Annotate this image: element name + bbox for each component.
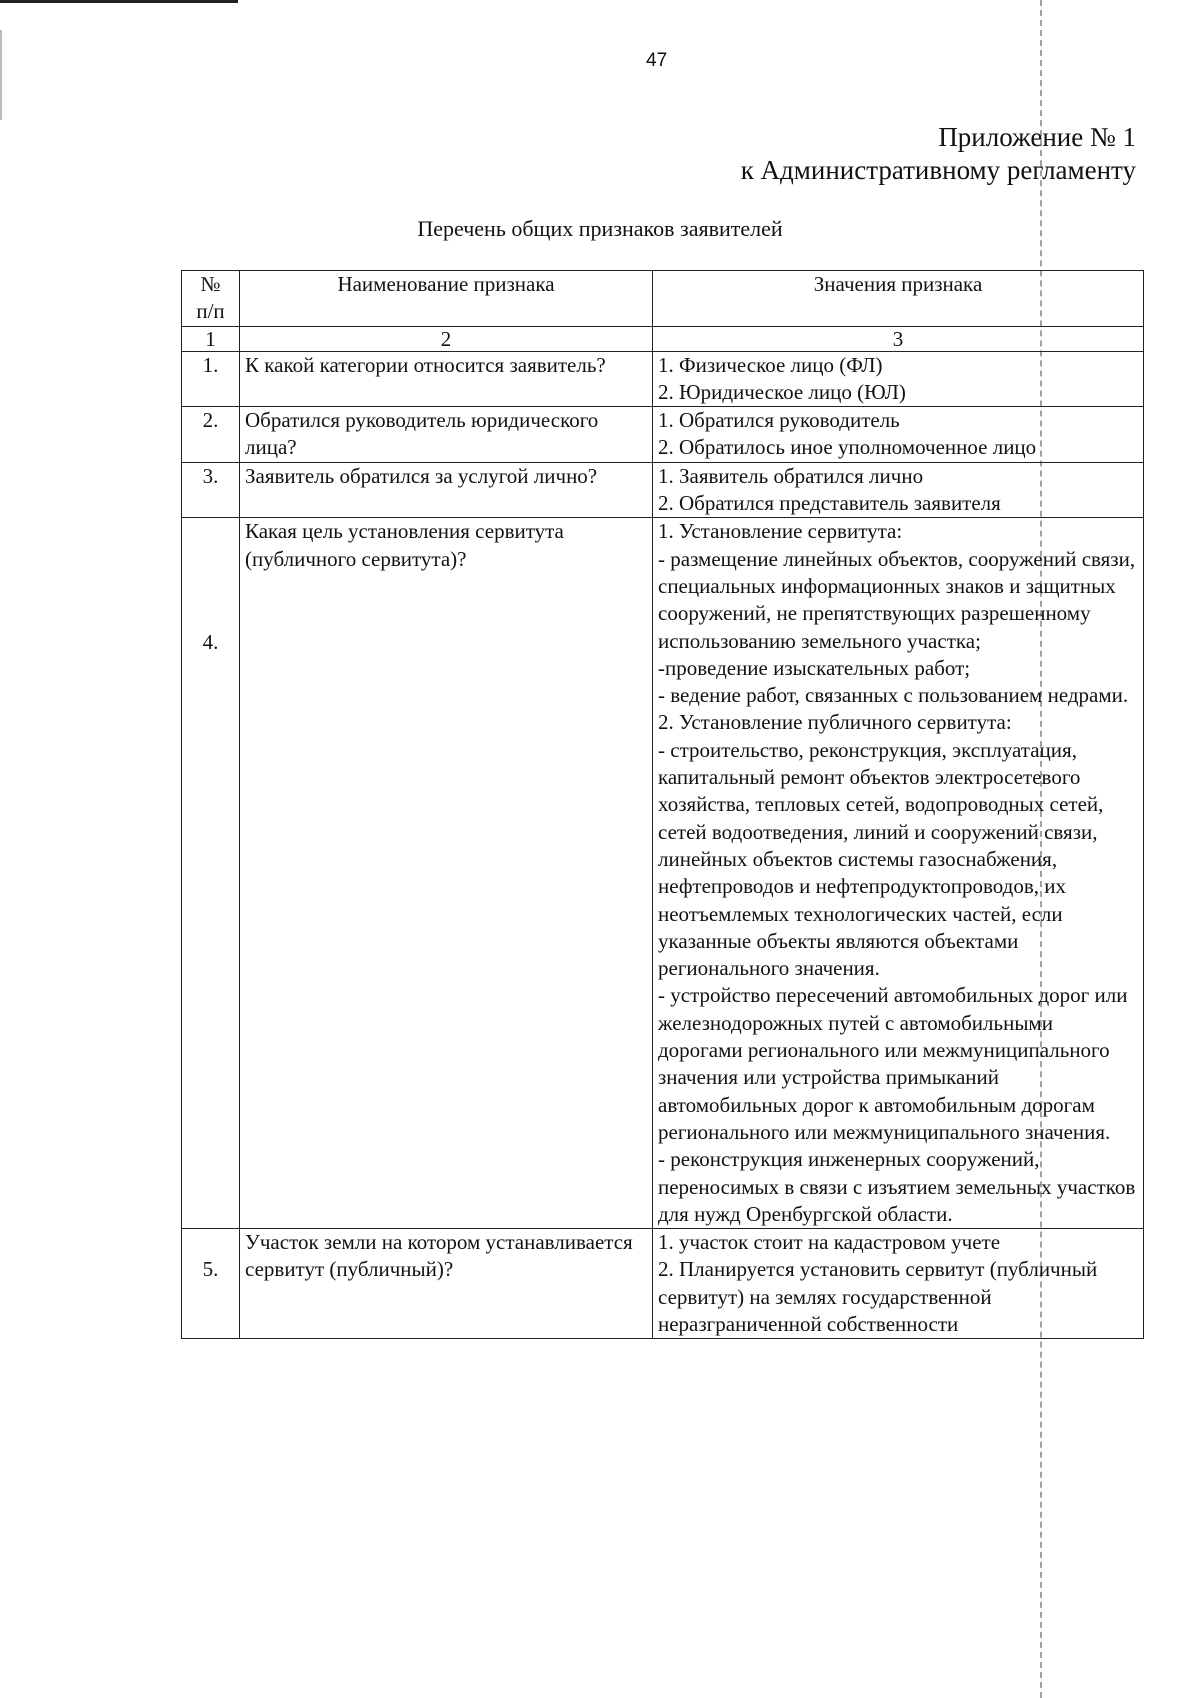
row-values [653, 351, 1144, 407]
header-num-line1: № [200, 272, 221, 296]
page-number: 47 [646, 50, 668, 71]
value-item: 2. Обратилось иное уполномоченное лицо [658, 435, 1037, 460]
value-item: 2. Обратился представитель заявителя [658, 491, 1001, 516]
value-item: 2. Юридическое лицо (ЮЛ) [658, 379, 906, 404]
table-row [182, 518, 1144, 1229]
scan-edge-mark [0, 30, 2, 120]
row-number: 3. [182, 462, 240, 518]
header-row [182, 271, 1144, 327]
column-number-row [182, 326, 1144, 351]
row-values [653, 462, 1144, 518]
criteria-table [181, 270, 1144, 1339]
row-number: 2. [182, 407, 240, 463]
row-values [653, 1229, 1144, 1339]
table-row [182, 1229, 1144, 1339]
value-item: - размещение линейных объектов, сооружений связи, специальных информационных знаков и защитных сооружений, не препятствующих разрешенному использованию земельного участка; [658, 546, 1136, 653]
value-item: - устройство пересечений автомобильных дорог или железнодорожных путей с автомобильными дорогами регионального или межмуниципального значения или устройства примыканий автомобильных дорог к автомобильным дорогам регионального или межмуниципального значения. [658, 983, 1128, 1144]
value-item: - реконструкция инженерных сооружений, переносимых в связи с изъятием земельных участков для нужд Оренбургской области. [658, 1147, 1136, 1226]
value-item: 2. Установление публичного сервитута: [658, 710, 1012, 735]
row-question: К какой категории относится заявитель? [240, 351, 653, 407]
column-number: 1 [182, 326, 240, 351]
row-number: 4. [182, 518, 240, 1229]
row-number: 5. [182, 1229, 240, 1339]
value-item: - строительство, реконструкция, эксплуатация, капитальный ремонт объектов электросетевого хозяйства, тепловых сетей, водопроводных сетей, сетей водоотведения, линий и сооружений связи, линейных объектов системы газоснабжения, нефтепроводов и нефтепродуктопроводов, их неотъемлемых технологических частей, если указанные объекты являются объектами регионального значения. [658, 737, 1104, 981]
row-values [653, 518, 1144, 1229]
table-row [182, 407, 1144, 463]
header-values: Значения признака [653, 271, 1144, 327]
value-item: 1. Заявитель обратился лично [658, 463, 924, 488]
row-values [653, 407, 1144, 463]
value-item: 1. Физическое лицо (ФЛ) [658, 352, 883, 377]
table-row [182, 351, 1144, 407]
header-num-line2: п/п [196, 299, 225, 324]
value-item: 1. Обратился руководитель [658, 408, 900, 433]
row-number: 1. [182, 351, 240, 407]
table-row [182, 462, 1144, 518]
top-rule [0, 0, 238, 3]
value-item: -проведение изыскательных работ; [658, 655, 971, 680]
document-title: Перечень общих признаков заявителей [417, 216, 783, 241]
row-question: Заявитель обратился за услугой лично? [240, 462, 653, 518]
row-question: Обратился руководитель юридического лица? [240, 407, 653, 463]
row-question: Участок земли на котором устанавливается сервитут (публичный)? [240, 1229, 653, 1339]
value-item: 1. участок стоит на кадастровом учете [658, 1230, 1001, 1255]
header-num [182, 271, 240, 327]
value-item: 2. Планируется установить сервитут (публичный сервитут) на землях государственной неразграниченной собственности [658, 1257, 1098, 1336]
header-name: Наименование признака [240, 271, 653, 327]
appendix-subtitle: к Административному регламенту [740, 155, 1136, 185]
value-item: - ведение работ, связанных с пользованием недрами. [658, 683, 1129, 708]
column-number: 2 [240, 326, 653, 351]
row-question: Какая цель установления сервитута (публичного сервитута)? [240, 518, 653, 1229]
column-number: 3 [653, 326, 1144, 351]
appendix-title: Приложение № 1 [938, 122, 1136, 152]
value-item: 1. Установление сервитута: [658, 519, 903, 544]
